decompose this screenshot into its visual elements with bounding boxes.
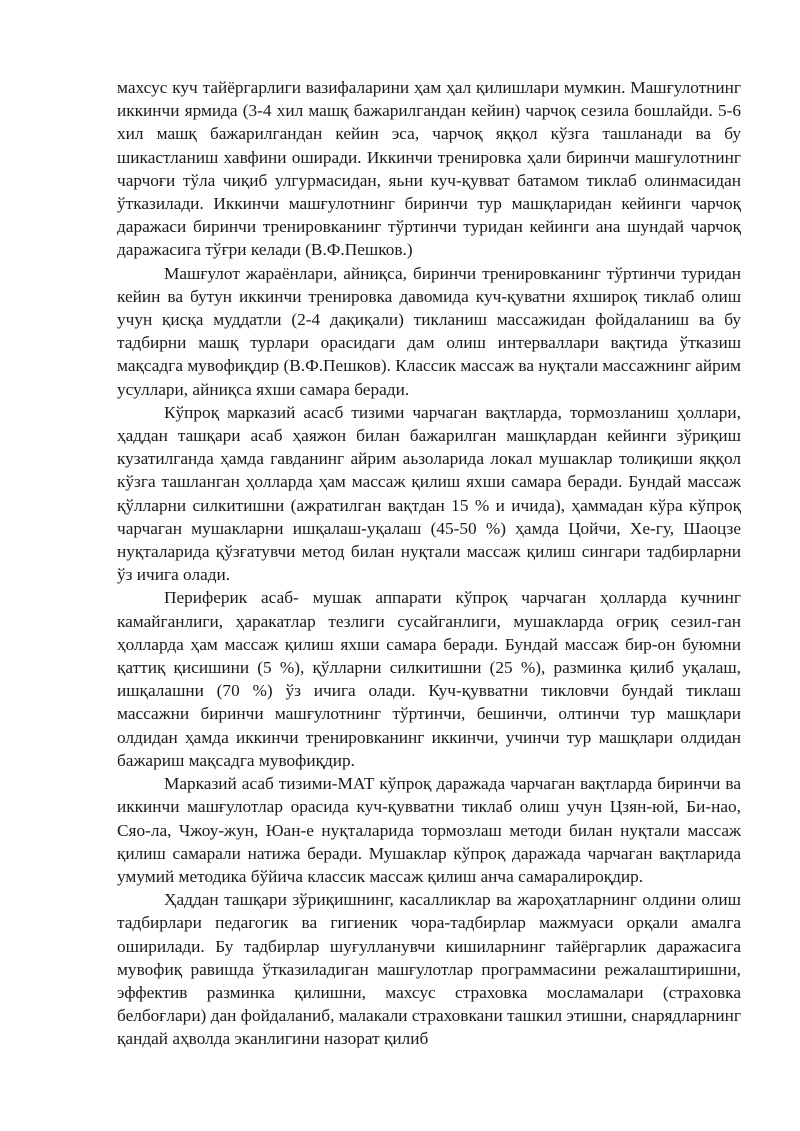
document-page [117, 76, 741, 1051]
paragraph-2: Машғулот жараёнлари, айниқса, биринчи тренировканинг тўртинчи туридан кейин ва бутун иккинчи тренировка давомида куч-қуватни яхшироқ тиклаб олиш учун қисқа муддатли (2-4 дақиқали) тикланиш массажидан фойдаланиш ва бу тадбирни машқ турлари орасидаги дам олиш интерваллари вақтида ўтказиш мақсадга мувофиқдир (В.Ф.Пешков). Классик массаж ва нуқтали массажнинг айрим усуллари, айниқса яхши самара беради. [117, 263, 741, 399]
paragraph-1: махсус куч тайёргарлиги вазифаларини ҳам ҳал қилишлари мумкин. Машғулотнинг иккинчи ярмида (3-4 хил машқ бажарилгандан кейин) чарчоқ сезила бошлайди. 5-6 хил машқ бажарилгандан кейин эса, чарчоқ яққол кўзга ташланади ва бу шикастланиш хавфини оширади. Иккинчи тренировка ҳали биринчи машғулотнинг чарчоғи тўла чиқиб улгурмасидан, яьни куч-қувват батамом тиклаб олинмасидан ўтказилади. Иккинчи машғулотнинг биринчи тур машқларидан кейинги чарчоқ даражаси биринчи тренировканинг тўртинчи туридан кейинги ана шундай чарчоқ даражасига тўғри келади (В.Ф.Пешков.) [117, 78, 741, 260]
paragraph-4: Периферик асаб- мушак аппарати кўпроқ чарчаган ҳолларда кучнинг камайганлиги, ҳаракатлар тезлиги сусайганлиги, мушакларда оғриқ сезил-ган ҳолларда ҳам массаж қилиш яхши самара беради. Бундай массаж бир-он буюмни қаттиқ қисишини (5 %), қўлларни силкитишни (25 %), разминка қилиб уқалаш, ишқалашни (70 %) ўз ичига олади. Куч-қувватни тикловчи бундай тиклаш массажни биринчи машғулотнинг тўртинчи, бешинчи, олтинчи тур машқлари олдидан ҳамда иккинчи тренировканинг иккинчи, учинчи тур машқлари олдидан бажариш мақсадга мувофиқдир. [117, 588, 741, 770]
paragraph-6: Ҳаддан ташқари зўриқишнинг, касалликлар ва жароҳатларнинг олдини олиш тадбирлари педагогик ва гигиеник чора-тадбирлар мажмуаси орқали амалга оширилади. Бу тадбирлар шуғулланувчи кишиларнинг тайёргарлик даражасига мувофиқ равишда ўтказиладиган машғулотлар программасини режалаштиришни, эффектив разминка қилишни, махсус страховка мосламалари (страховка белбоғлари) дан фойдаланиб, малакали страховкани ташкил этишни, снарядларнинг қандай аҳволда эканлигини назорат қилиб [117, 890, 741, 1049]
paragraph-3: Кўпроқ марказий асасб тизими чарчаган вақтларда, тормозланиш ҳоллари, ҳаддан ташқари асаб ҳаяжон билан бажарилган машқлардан кейинги зўриқиш кузатилганда ҳамда гавданинг айрим аьзоларида локал мушаклар толиқиши яққол кўзга ташланган ҳолларда ҳам массаж қилиш яхши самара беради. Бундай массаж қўлларни силкитишни (ажратилган вақтдан 15 % и ичида), ҳаммадан кўра кўпроқ чарчаган мушакларни ишқалаш-уқалаш (45-50 %) ҳамда Цойчи, Хе-гу, Шаоцзе нуқталарида қўзғатувчи метод билан нуқтали массаж қилиш сингари тадбирларни ўз ичига олади. [117, 402, 741, 585]
paragraph-5: Марказий асаб тизими-МАТ кўпроқ даражада чарчаган вақтларда биринчи ва иккинчи машғулотлар орасида куч-қувватни тиклаб олиш учун Цзян-юй, Би-нао, Сяо-ла, Чжоу-жун, Юан-е нуқталарида тормозлаш методи билан нуқтали массаж қилиш самарали натижа беради. Мушаклар кўпроқ даражада чарчаган вақтларида умумий методика бўйича классик массаж қилиш анча самаралироқдир. [117, 774, 741, 886]
